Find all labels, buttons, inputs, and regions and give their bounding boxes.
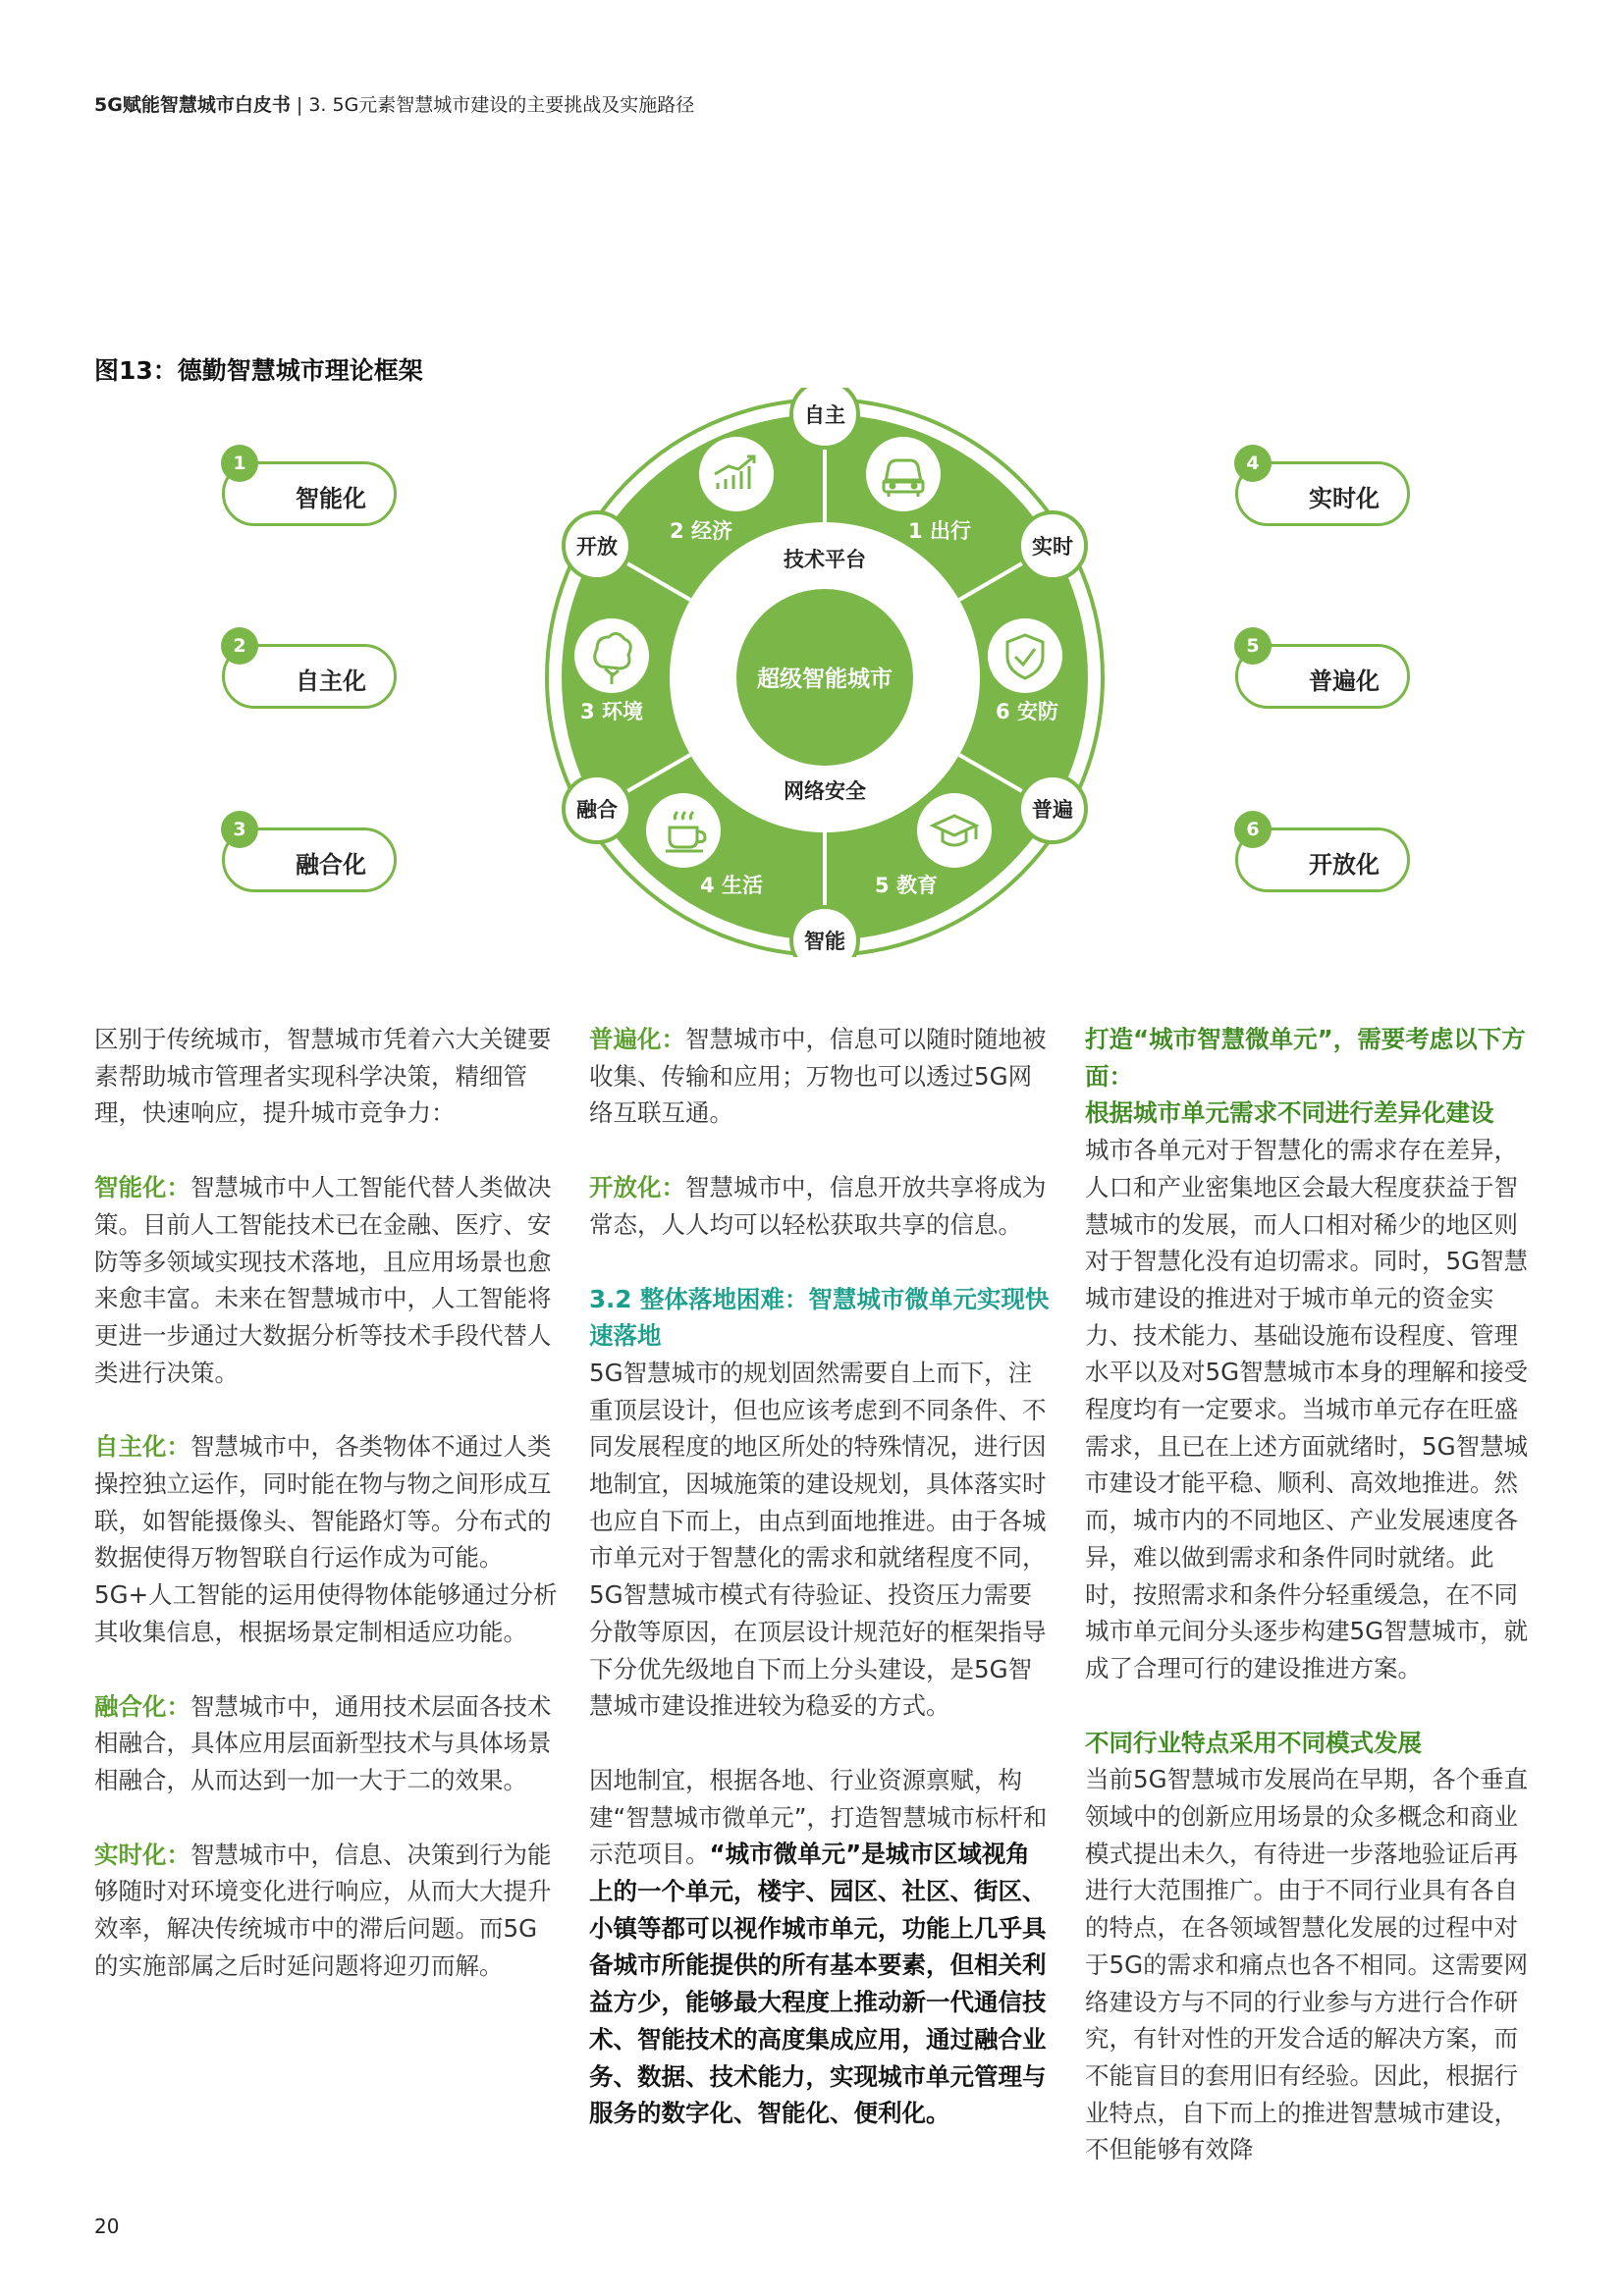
center-label: 超级智能城市 [757, 667, 893, 692]
segment-label: 5 教育 [875, 874, 938, 897]
paragraph-open [589, 1169, 1051, 1243]
paragraph-autonomous [94, 1428, 561, 1650]
pill-autonomous [222, 635, 397, 709]
pill-number: 2 [221, 627, 258, 665]
pill-label: 智能化 [296, 485, 366, 512]
page-number: 20 [94, 2215, 120, 2238]
node-label: 普遍 [1032, 798, 1073, 822]
running-header [94, 90, 694, 117]
node-label: 开放 [576, 535, 618, 559]
intro-text: 区别于传统城市，智慧城市凭着六大关键要素帮助城市管理者实现科学决策，精细管理，快速响应，提升城市竞争力： [94, 1025, 552, 1128]
segment-label: 4 生活 [700, 874, 763, 897]
paragraph-fusion [94, 1688, 561, 1799]
paragraph-text: 智慧城市中人工智能代替人类做决策。目前人工智能技术已在金融、医疗、安防等多领域实现技术落地，且应用场景也愈来愈丰富。未来在智慧城市中，人工智能将更进一步通过大数据分析等技术手段代替人类进行决策。 [94, 1173, 552, 1387]
bold-text: “城市微单元”是城市区域视角上的一个单元，楼宇、园区、社区、街区、小镇等都可以视作城市单元，功能上几乎具备城市所能提供的所有基本要素，但相关利益方少，能够最大程度上推动新一代通信技术、智能技术的高度集成应用，通过融合业务、数据、技术能力，实现城市单元管理与服务的数字化、智能化、便利化。 [589, 1840, 1047, 2128]
pill-number: 5 [1234, 627, 1272, 665]
paragraph-text: 当前5G智慧城市发展尚在早期，各个垂直领域中的创新应用场景的众多概念和商业模式提出未久，有待进一步落地验证后再进行大范围推广。由于不同行业具有各自的特点，在各领域智慧化发展的过程中对于5G的需求和痛点也各不相同。这需要网络建设方与不同的行业参与方进行合作研究，有针对性的开发合适的解决方案，而不能盲目的套用旧有经验。因此，根据行业特点，自下而上的推进智慧城市建设，不但能够有效降 [1085, 1765, 1529, 2164]
pill-number: 6 [1234, 811, 1272, 848]
icon-circle [866, 437, 941, 511]
term-heading: 实时化： [94, 1840, 190, 1869]
node-label: 实时 [1032, 535, 1073, 559]
pill-label: 开放化 [1309, 851, 1380, 879]
subsection-heading: 根据城市单元需求不同进行差异化建设 [1085, 1098, 1494, 1128]
pill-fusion [222, 819, 397, 892]
paragraph-micro-unit [589, 1762, 1051, 2132]
pill-intelligent [222, 453, 397, 526]
paragraph-intelligent [94, 1169, 561, 1391]
paragraph-universal [589, 1021, 1051, 1132]
paragraph-text: 城市各单元对于智慧化的需求存在差异，人口和产业密集地区会最大程度获益于智慧城市的发展，而人口相对稀少的地区则对于智慧化没有迫切需求。同时，5G智慧城市建设的推进对于城市单元的资金实力、技术能力、基础设施布设程度、管理水平以及对5G智慧城市本身的理解和接受程度均有一定要求。当城市单元存在旺盛需求，且已在上述方面就绪时，5G智慧城市建设才能平稳、顺利、高效地推进。然而，城市内的不同地区、产业发展速度各异，难以做到需求和条件同时就绪。此时，按照需求和条件分轻重缓急，在不同城市单元间分头逐步构建5G智慧城市，就成了合理可行的建设推进方案。 [1085, 1136, 1529, 1682]
paragraph-text: 智慧城市中，通用技术层面各技术相融合，具体应用层面新型技术与具体场景相融合，从而达到一加一大于二的效果。 [94, 1691, 552, 1794]
pill-label: 融合化 [296, 851, 366, 879]
subsection-heading: 不同行业特点采用不同模式发展 [1085, 1728, 1422, 1757]
smart-city-framework-diagram [511, 388, 1139, 957]
paragraph-realtime [94, 1837, 561, 1985]
figure-title: 图13：德勤智慧城市理论框架 [94, 356, 423, 385]
inner-top-label: 技术平台 [784, 548, 866, 571]
pill-universal [1235, 635, 1410, 709]
intro-paragraph [94, 1021, 561, 1132]
term-heading: 智能化： [94, 1173, 190, 1202]
segment-label: 2 经济 [670, 519, 732, 543]
segment-label: 1 出行 [908, 519, 971, 543]
text-column-2 [589, 1021, 1051, 2169]
paragraph-text: 智慧城市中，信息开放共享将成为常态，人人均可以轻松获取共享的信息。 [589, 1173, 1047, 1239]
pill-label: 实时化 [1309, 485, 1380, 512]
icon-circle [699, 437, 774, 511]
term-heading: 普遍化： [589, 1025, 685, 1053]
paragraph-text: 因地制宜，根据各地、行业资源禀赋，构建“智慧城市微单元”，打造智慧城市标杆和示范项目。 [589, 1765, 1048, 1869]
pill-number: 1 [221, 445, 258, 482]
pill-number: 4 [1234, 445, 1272, 482]
inner-bottom-label: 网络安全 [784, 779, 866, 803]
node-label: 融合 [576, 798, 618, 822]
pill-number: 3 [221, 811, 258, 848]
text-column-1 [94, 1021, 561, 2021]
icon-circle [646, 793, 721, 868]
icon-circle [988, 618, 1062, 693]
header-separator: | [290, 94, 309, 116]
header-section: 3. 5G元素智慧城市建设的主要挑战及实施路径 [308, 94, 695, 116]
paragraph-text: 5G智慧城市的规划固然需要自上而下，注重顶层设计，但也应该考虑到不同条件、不同发展程度的地区所处的特殊情况，进行因地制宜，因城施策的建设规划，具体落实时也应自下而上，由点到面地推进。由于各城市单元对于智慧化的需求和就绪程度不同，5G智慧城市模式有待验证、投资压力需要分散等原因，在顶层设计规范好的框架指导下分优先级地自下而上分头建设，是5G智慧城市建设推进较为稳妥的方式。 [589, 1358, 1047, 1721]
segment-label: 6 安防 [996, 700, 1058, 723]
paragraph-text: 智慧城市中，信息、决策到行为能够随时对环境变化进行响应，从而大大提升效率，解决传统城市中的滞后问题。而5G的实施部属之后时延问题将迎刃而解。 [94, 1840, 552, 1980]
node-label: 智能 [804, 930, 845, 953]
pill-label: 普遍化 [1309, 667, 1380, 695]
section-heading: 3.2 整体落地困难：智慧城市微单元实现快速落地 [589, 1284, 1050, 1351]
term-heading: 自主化： [94, 1432, 190, 1462]
term-heading: 融合化： [94, 1691, 190, 1721]
pill-label: 自主化 [296, 667, 366, 695]
paragraph-text: 智慧城市中，信息可以随时随地被收集、传输和应用；万物也可以透过5G网络互联互通。 [589, 1025, 1047, 1128]
paragraph-text: 智慧城市中，各类物体不通过人类操控独立运作，同时能在物与物之间形成互联，如智能摄像头、智能路灯等。分布式的数据使得万物智联自行运作成为可能。5G+人工智能的运用使得物体能够通过分析其收集信息，根据场景定制相适应功能。 [94, 1432, 558, 1646]
text-column-3 [1085, 1021, 1537, 2206]
subsection-heading: 打造“城市智慧微单元”，需要考虑以下方面： [1085, 1025, 1526, 1091]
term-heading: 开放化： [589, 1173, 685, 1202]
pill-open [1235, 819, 1410, 892]
header-doc-title: 5G赋能智慧城市白皮书 [94, 94, 291, 116]
segment-label: 3 环境 [580, 700, 643, 723]
node-label: 自主 [804, 403, 845, 427]
icon-circle [917, 793, 992, 868]
pill-realtime [1235, 453, 1410, 526]
